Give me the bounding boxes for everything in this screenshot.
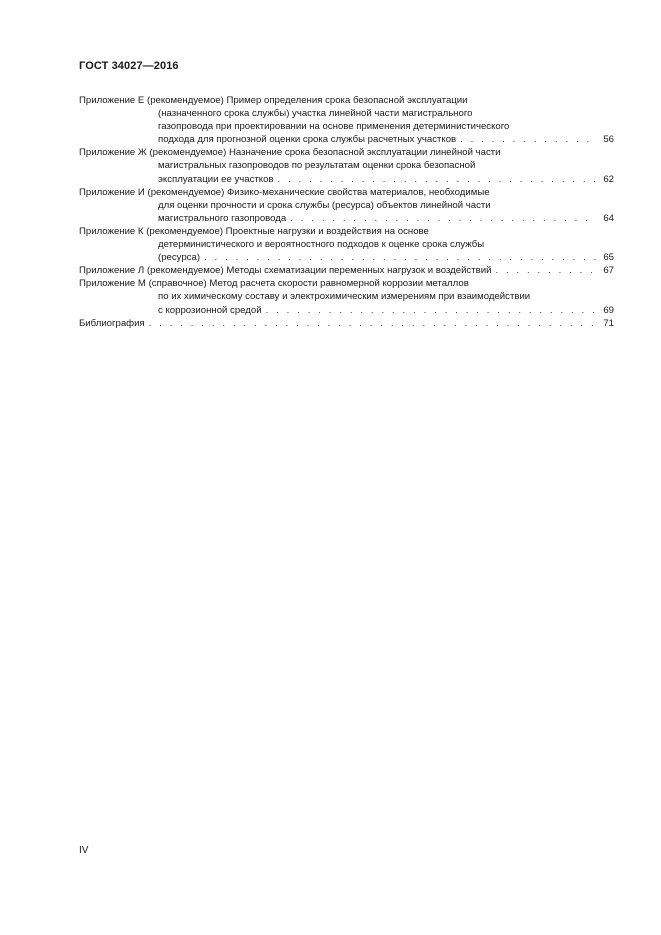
- toc-entry-title-continued: с коррозионной средой: [158, 304, 262, 316]
- toc-entry-bibliography[interactable]: [79, 317, 614, 330]
- dot-leader: [495, 264, 596, 277]
- document-header: ГОСТ 34027—2016: [79, 60, 179, 72]
- toc-entry-title-continued: магистральных газопроводов по результатам оценки срока безопасной: [158, 160, 476, 172]
- toc-entry-title-continued: подхода для прогнозной оценки срока службы расчетных участков: [158, 134, 457, 146]
- toc-page-number: 56: [603, 134, 614, 146]
- table-of-contents: [79, 94, 614, 330]
- dot-leader: [278, 173, 597, 186]
- toc-entry-title: Библиография: [79, 317, 145, 329]
- toc-entry-title: Приложение Е (рекомендуемое) Пример определения срока безопасной эксплуатации: [79, 95, 468, 106]
- toc-entry-title: Приложение И (рекомендуемое) Физико-механические свойства материалов, необходимые: [79, 186, 490, 198]
- toc-entry-appendix-l[interactable]: [79, 264, 614, 277]
- toc-entry-title-continued: эксплуатации ее участков: [158, 173, 274, 185]
- page-number: IV: [79, 845, 89, 856]
- toc-entry-appendix-k[interactable]: [79, 225, 614, 264]
- toc-entry-title-continued: газопровода при проектировании на основе применения детерминистического: [158, 121, 510, 133]
- toc-page-number: 64: [603, 212, 614, 224]
- dot-leader: [290, 212, 596, 225]
- toc-page-number: 71: [603, 317, 614, 329]
- toc-entry-title: Приложение М (справочное) Метод расчета скорости равномерной коррозии металлов: [79, 278, 469, 290]
- toc-entry-title-continued: (ресурса): [158, 252, 201, 264]
- toc-page-number: 65: [603, 252, 614, 264]
- toc-entry-title-continued: магистрального газопровода: [158, 212, 287, 224]
- toc-page-number: 69: [603, 304, 614, 316]
- toc-entry-appendix-i[interactable]: [79, 186, 614, 225]
- dot-leader: [149, 317, 596, 330]
- toc-entry-title: Приложение Л (рекомендуемое) Методы схематизации переменных нагрузок и воздействий: [79, 265, 492, 277]
- toc-page-number: 62: [603, 173, 614, 185]
- toc-entry-title-continued: (назначенного срока службы) участка линейной части магистрального: [158, 108, 473, 120]
- toc-entry-title: Приложение К (рекомендуемое) Проектные нагрузки и воздействия на основе: [79, 225, 429, 237]
- toc-entry-appendix-m[interactable]: [79, 277, 614, 316]
- toc-entry-appendix-zh[interactable]: [79, 146, 614, 185]
- toc-page-number: 67: [603, 265, 614, 277]
- dot-leader: [460, 133, 596, 146]
- toc-entry-title: Приложение Ж (рекомендуемое) Назначение срока безопасной эксплуатации линейной части: [79, 147, 501, 159]
- toc-entry-title-continued: для оценки прочности и срока службы (ресурса) объектов линейной части: [158, 199, 491, 211]
- toc-entry-title-continued: детерминистического и вероятностного подходов к оценке срока службы: [158, 239, 485, 251]
- dot-leader: [204, 251, 596, 264]
- dot-leader: [266, 304, 596, 317]
- toc-entry-title-continued: по их химическому составу и электрохимическим измерениям при взаимодействии: [158, 291, 531, 303]
- toc-entry-appendix-e[interactable]: [79, 94, 614, 146]
